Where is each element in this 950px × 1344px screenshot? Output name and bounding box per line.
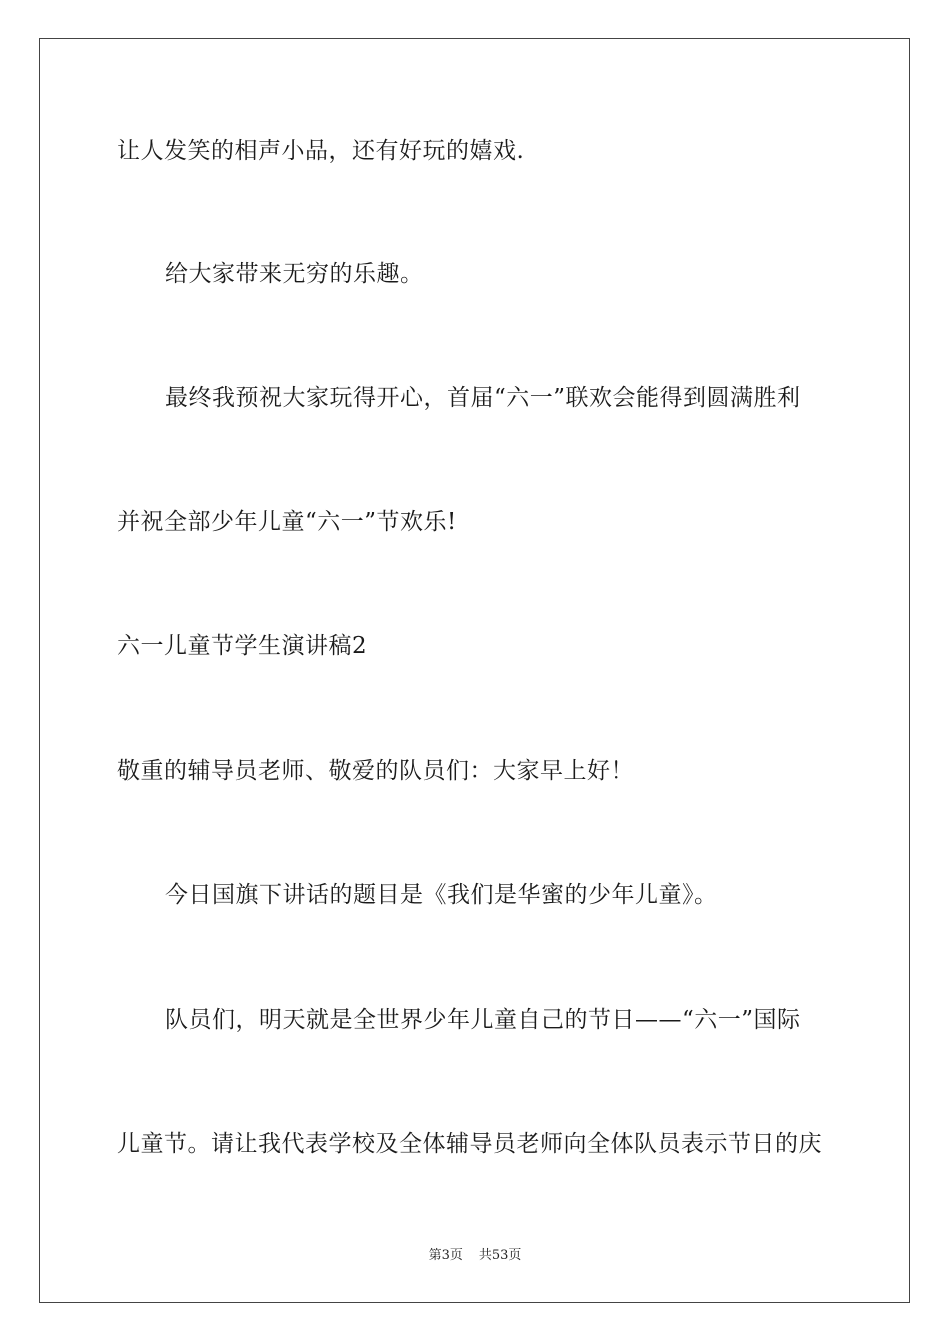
body-paragraph-line: 今日国旗下讲话的题目是《我们是华蜜的少年儿童》。	[165, 882, 718, 908]
body-paragraph-line: 最终我预祝大家玩得开心，首届“六一”联欢会能得到圆满胜利	[165, 385, 801, 411]
page-total: 共53页	[478, 1248, 522, 1263]
page-number: 第3页	[428, 1248, 463, 1263]
page-footer	[0, 1247, 950, 1265]
body-paragraph-line: 给大家带来无穷的乐趣。	[165, 261, 424, 287]
page-border	[39, 38, 910, 1303]
body-paragraph-line: 并祝全部少年儿童“六一”节欢乐!	[117, 509, 457, 535]
body-paragraph-line: 让人发笑的相声小品，还有好玩的嬉戏.	[117, 138, 525, 164]
speech-salutation: 敬重的辅导员老师、敬爱的队员们：大家早上好！	[117, 758, 634, 784]
section-heading: 六一儿童节学生演讲稿2	[117, 633, 368, 659]
body-paragraph-line: 队员们，明天就是全世界少年儿童自己的节日——“六一”国际	[165, 1007, 801, 1033]
body-paragraph-line: 儿童节。请让我代表学校及全体辅导员老师向全体队员表示节日的庆	[117, 1131, 822, 1157]
